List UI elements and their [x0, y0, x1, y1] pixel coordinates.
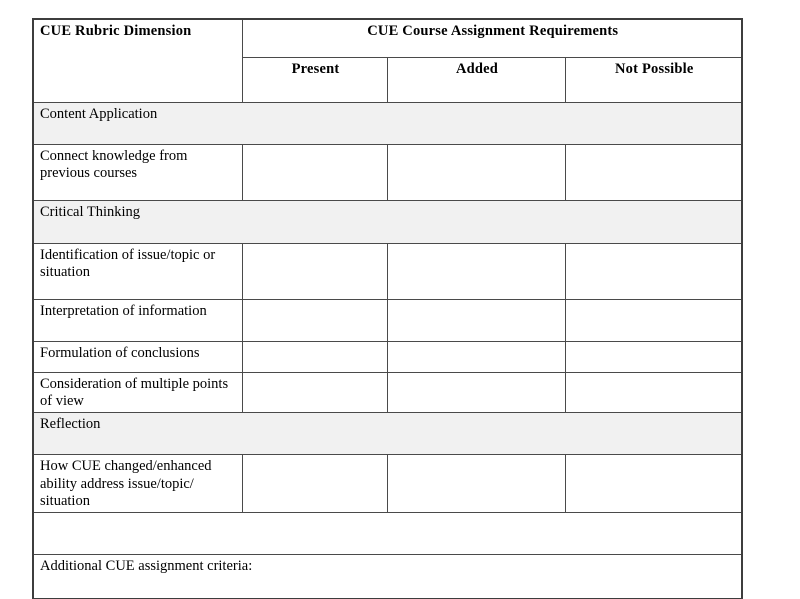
spacer-cell[interactable]: [33, 513, 742, 555]
column-header-present: Present: [242, 57, 387, 102]
entry-cell-not-possible[interactable]: [565, 243, 742, 299]
footer-row-additional-criteria: [33, 555, 742, 599]
criterion-row-how-cue-changed: [33, 455, 742, 513]
entry-cell-added[interactable]: [387, 372, 565, 413]
entry-cell-not-possible[interactable]: [565, 455, 742, 513]
additional-criteria-cell[interactable]: Additional CUE assignment criteria:: [33, 555, 742, 599]
spacer-row: [33, 513, 742, 555]
column-header-not-possible: Not Possible: [565, 57, 742, 102]
section-label: Critical Thinking: [33, 200, 742, 243]
entry-cell-not-possible[interactable]: [565, 372, 742, 413]
section-row-critical-thinking: [33, 200, 742, 243]
entry-cell-present[interactable]: [242, 144, 387, 200]
entry-cell-not-possible[interactable]: [565, 341, 742, 372]
criterion-row-formulation: [33, 341, 742, 372]
entry-cell-added[interactable]: [387, 144, 565, 200]
criterion-label-cell: Consideration of multiple points of view: [33, 372, 242, 413]
entry-cell-present[interactable]: [242, 455, 387, 513]
criterion-label-cell: Interpretation of information: [33, 299, 242, 341]
criterion-row-connect-knowledge: [33, 144, 742, 200]
criterion-label-cell: Connect knowledge from previous courses: [33, 144, 242, 200]
entry-cell-present[interactable]: [242, 372, 387, 413]
entry-cell-present[interactable]: [242, 243, 387, 299]
criterion-row-interpretation: [33, 299, 742, 341]
section-row-content-application: [33, 102, 742, 144]
criterion-row-consideration: [33, 372, 742, 413]
section-label: Content Application: [33, 102, 742, 144]
corner-header-cell: CUE Rubric Dimension: [33, 19, 242, 102]
column-header-added: Added: [387, 57, 565, 102]
criterion-label-cell: How CUE changed/enhanced ability address issue/topic/ situation: [33, 455, 242, 513]
entry-cell-added[interactable]: [387, 243, 565, 299]
entry-cell-present[interactable]: [242, 341, 387, 372]
cue-rubric-table: [32, 18, 743, 599]
entry-cell-added[interactable]: [387, 299, 565, 341]
entry-cell-not-possible[interactable]: [565, 144, 742, 200]
group-header-cell: CUE Course Assignment Requirements: [242, 19, 742, 57]
section-label: Reflection: [33, 413, 742, 455]
entry-cell-not-possible[interactable]: [565, 299, 742, 341]
criterion-label-cell: Formulation of conclusions: [33, 341, 242, 372]
entry-cell-present[interactable]: [242, 299, 387, 341]
criterion-label-cell: Identification of issue/topic or situation: [33, 243, 242, 299]
entry-cell-added[interactable]: [387, 341, 565, 372]
entry-cell-added[interactable]: [387, 455, 565, 513]
criterion-row-identification: [33, 243, 742, 299]
section-row-reflection: [33, 413, 742, 455]
